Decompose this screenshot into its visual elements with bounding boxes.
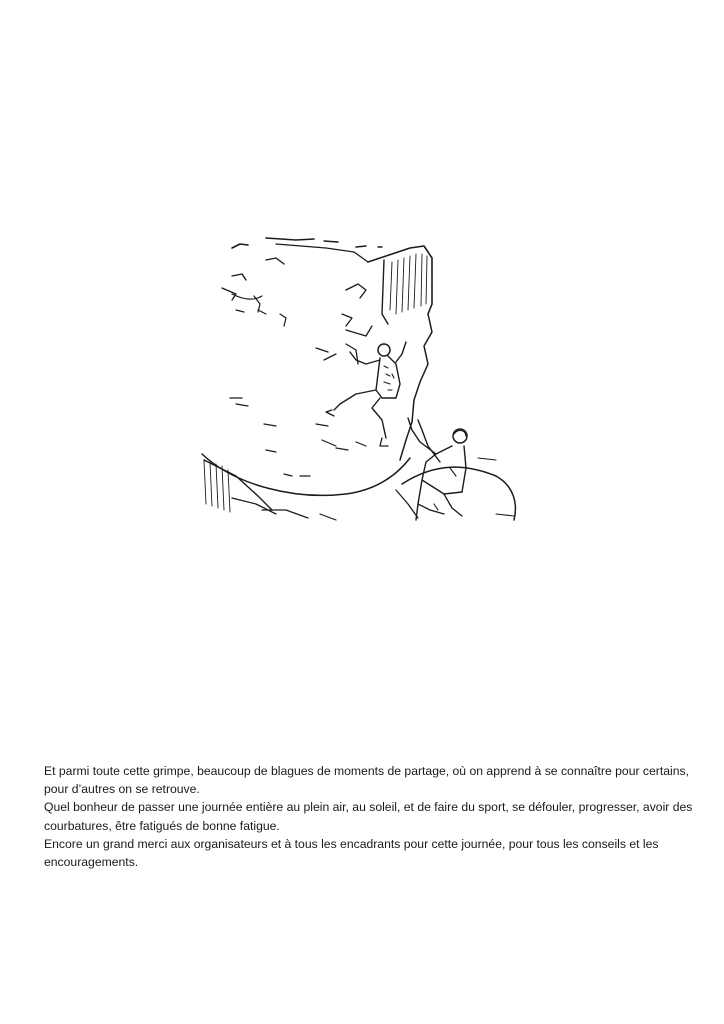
climbing-sketch <box>196 214 536 526</box>
paragraph-3: Encore un grand merci aux organisateurs et à tous les encadrants pour cette journée, pour tous les conseils et les encouragements. <box>44 836 659 870</box>
paragraph-1: Et parmi toute cette grimpe, beaucoup de blagues de moments de partage, où on apprend à se connaître pour certains, pour d’autres on se retrouve. <box>44 764 689 797</box>
climbing-illustration <box>196 214 536 526</box>
body-text <box>44 762 694 871</box>
paragraph-2: Quel bonheur de passer une journée entière au plein air, au soleil, et de faire du sport, se défouler, progresser, avoir des courbatures, être fatigués de bonne fatigue. <box>44 800 693 833</box>
